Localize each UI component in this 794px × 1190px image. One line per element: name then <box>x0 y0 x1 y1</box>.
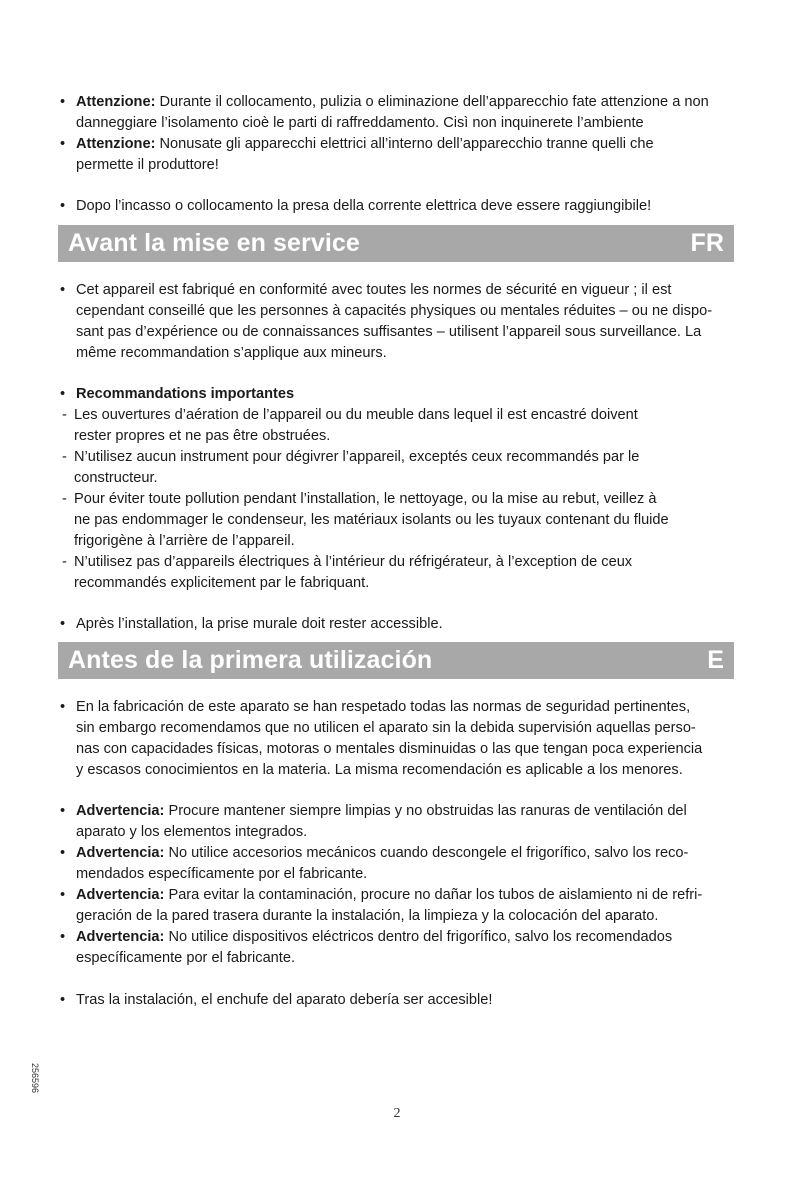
fr-intro: • Cet appareil est fabriqué en conformité avec toutes les normes de sécurité en vigueur ; il est cependant conseillé que les personnes à capacités physiques ou mentales réduites – ou ne dispo- sant pas d’expérience ou de connaissances suffisantes – utilisent l’appareil sous surveillance. La même recommandation s’applique aux mineurs. <box>60 280 740 364</box>
fr-final: • Après l’installation, la prise murale doit rester accessible. <box>60 614 740 635</box>
es-warning: • Advertencia: Procure mantener siempre limpias y no obstruidas las ranuras de ventilación del aparato y los elementos integrados. <box>60 801 740 843</box>
fr-recommendations <box>60 384 740 594</box>
section-title: Antes de la primera utilización <box>68 646 433 674</box>
es-final: • Tras la instalación, el enchufe del aparato debería ser accesible! <box>60 990 740 1011</box>
es-warning: • Advertencia: No utilice accesorios mecánicos cuando descongele el frigorífico, salvo los reco- mendados específicamente por el fabricante. <box>60 843 740 885</box>
section-title: Avant la mise en service <box>68 229 360 257</box>
recommendation-item: - Pour éviter toute pollution pendant l’installation, le nettoyage, ou la mise au rebut, veillez à ne pas endommager le condenseur, les matériaux isolants ou les tuyaux contenant du fluide frigorigène à l’arrière de l’appareil. <box>62 489 740 552</box>
recommendation-item: - Les ouvertures d’aération de l’appareil ou du meuble dans lequel il est encastré doivent rester propres et ne pas être obstruées. <box>62 405 740 447</box>
es-intro: • En la fabricación de este aparato se han respetado todas las normas de seguridad pertinentes, sin embargo recomendamos que no utilicen el aparato sin la debida supervisión aquellas perso- nas con capacidades físicas, motoras o mentales disminuidas o las que tengan poca experiencia y escasos conocimientos en la materia. La misma recomendación es aplicable a los menores. <box>60 697 740 781</box>
it-warning-1: • Attenzione: Durante il collocamento, pulizia o eliminazione dell’apparecchio fate attenzione a non danneggiare l’isolamento cioè le parti di raffreddamento. Cisì non inquinerete l’ambiente <box>60 92 740 134</box>
es-warning: • Advertencia: No utilice dispositivos eléctricos dentro del frigorífico, salvo los recomendados específicamente por el fabricante. <box>60 927 740 969</box>
recommendation-item: - N’utilisez aucun instrument pour dégivrer l’appareil, exceptés ceux recommandés par le constructeur. <box>62 447 740 489</box>
section-banner-es <box>58 642 734 679</box>
warning-label: Attenzione: <box>76 136 156 152</box>
it-final: • Dopo l’incasso o collocamento la presa della corrente elettrica deve essere raggiungibile! <box>60 196 740 217</box>
warning-label: Advertencia: <box>76 929 165 945</box>
warning-label: Advertencia: <box>76 887 165 903</box>
warning-label: Attenzione: <box>76 94 156 110</box>
es-warnings <box>60 801 740 969</box>
it-warning-2: • Attenzione: Nonusate gli apparecchi elettrici all’interno dell’apparecchio tranne quelli che permette il produttore! <box>60 134 740 176</box>
document-code: 256596 <box>30 1063 40 1094</box>
warning-label: Advertencia: <box>76 803 165 819</box>
page-number: 2 <box>393 1106 401 1121</box>
it-warnings <box>60 92 740 176</box>
es-warning: • Advertencia: Para evitar la contaminación, procure no dañar los tubos de aislamiento ni de refri- geración de la pared trasera durante la instalación, la limpieza y la colocación del aparato. <box>60 885 740 927</box>
language-code: E <box>707 646 724 674</box>
recommendation-item: - N’utilisez pas d’appareils électriques à l’intérieur du réfrigérateur, à l’exception de ceux recommandés explicitement par le fabriquant. <box>62 552 740 594</box>
language-code: FR <box>690 229 724 257</box>
recommendations-title: Recommandations importantes <box>76 386 295 402</box>
section-banner-fr <box>58 225 734 262</box>
warning-label: Advertencia: <box>76 845 165 861</box>
